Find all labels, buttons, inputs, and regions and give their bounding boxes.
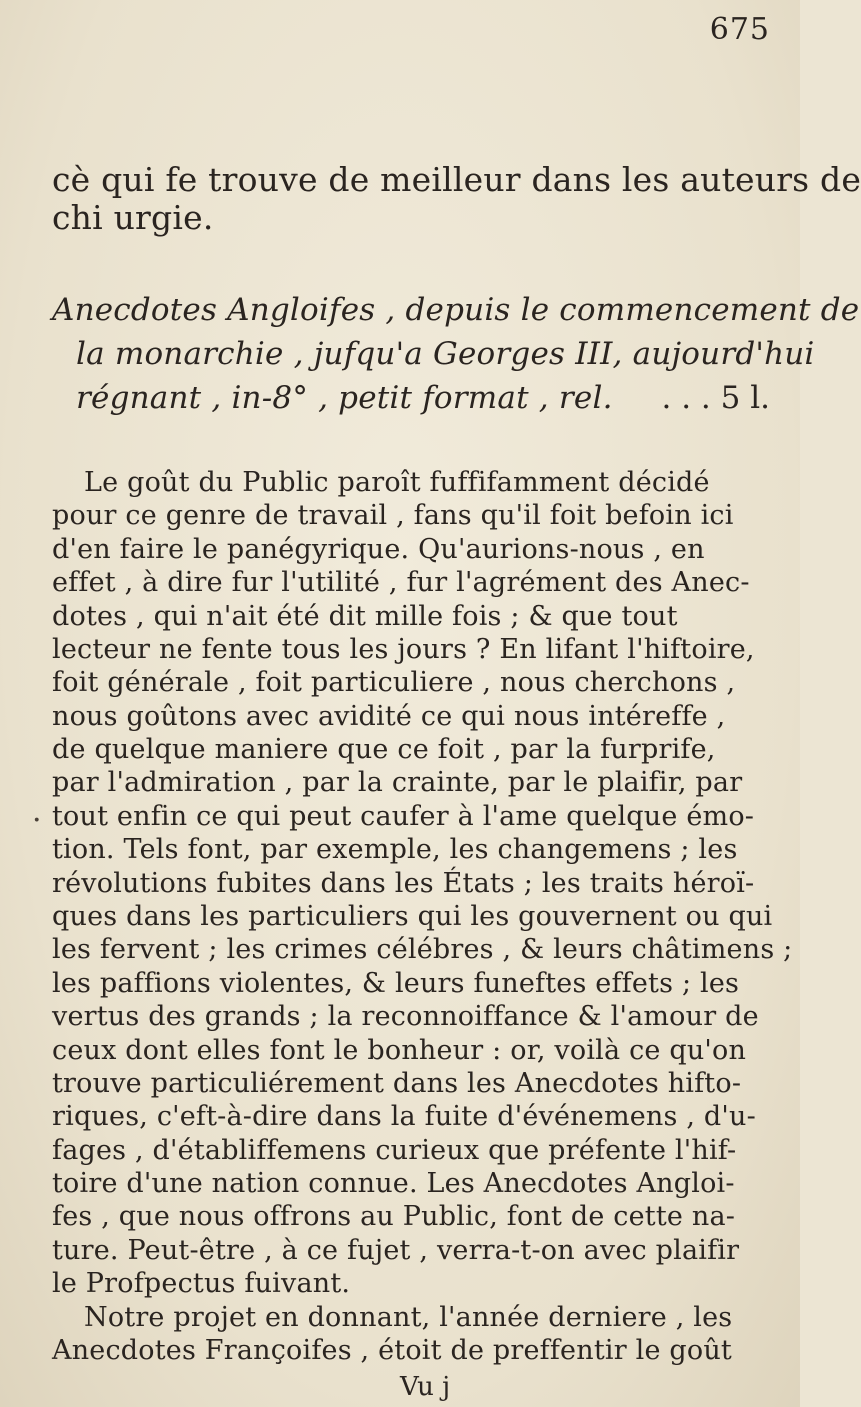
text-line: lecteur ne fente tous les jours ? En lifant l'hiftoire, xyxy=(52,633,755,665)
text-line: riques, c'eft-à-dire dans la fuite d'événemens , d'u- xyxy=(52,1101,756,1133)
text-line: Le goût du Public paroît fuffifamment décidé xyxy=(84,467,710,498)
entry-price: . . . 5 l. xyxy=(661,380,770,416)
text-line: fes , que nous offrons au Public, font de cette na- xyxy=(52,1201,736,1233)
text-line: les paffions violentes, & leurs funeftes effets ; les xyxy=(52,967,740,999)
text-line: toire d'une nation connue. Les Anecdotes Angloi- xyxy=(52,1168,735,1200)
text-line: vertus des grands ; la reconnoiffance & l'amour de xyxy=(52,1001,759,1033)
text-line: nous goûtons avec avidité ce qui nous intéreffe , xyxy=(52,700,726,732)
catchword: Vu j xyxy=(400,1372,451,1402)
text-line: fages , d'établiffemens curieux que préfente l'hif- xyxy=(52,1134,737,1166)
text-line: ques dans les particuliers qui les gouvernent ou qui xyxy=(52,901,773,932)
text-line: Notre projet en donnant, l'année derniere , les xyxy=(84,1301,733,1333)
text-line: d'en faire le panégyrique. Qu'aurions-nous , en xyxy=(52,533,705,565)
text-line: cè qui fe trouve de meilleur dans les auteurs de xyxy=(52,160,861,199)
text-line: ceux dont elles font le bonheur : or, voilà ce qu'on xyxy=(52,1034,747,1066)
entry-title-line: Anecdotes Angloifes , depuis le commencement de xyxy=(52,292,860,328)
text-line: ture. Peut-être , à ce fujet , verra-t-on avec plaifir xyxy=(52,1234,740,1266)
text-line: dotes , qui n'ait été dit mille fois ; & que tout xyxy=(52,600,678,632)
text-line: Anecdotes Françoifes , étoit de preffentir le goût xyxy=(52,1335,732,1366)
text-line: par l'admiration , par la crainte, par le plaifir, par xyxy=(52,767,743,799)
margin-mark: · xyxy=(32,802,42,838)
entry-title-line: régnant , in-8° , petit format , rel. xyxy=(76,380,613,416)
text-line: le Profpectus fuivant. xyxy=(52,1268,351,1300)
entry-title-line: la monarchie , jufqu'a Georges III, aujourd'hui xyxy=(76,336,815,372)
text-line: pour ce genre de travail , fans qu'il foit befoin ici xyxy=(52,500,734,532)
text-line: foit générale , foit particuliere , nous cherchons , xyxy=(52,667,736,699)
text-line: effet , à dire fur l'utilité , fur l'agrément des Anec- xyxy=(52,567,750,599)
text-line: tion. Tels font, par exemple, les changemens ; les xyxy=(52,834,738,866)
text-line: révolutions fubites dans les États ; les traits héroï- xyxy=(52,867,755,899)
text-line: trouve particuliérement dans les Anecdotes hifto- xyxy=(52,1067,742,1099)
text-line: de quelque maniere que ce foit , par la furprife, xyxy=(52,734,716,766)
text-line: les fervent ; les crimes célébres , & leurs châtimens ; xyxy=(52,934,793,966)
page-number: 675 xyxy=(709,12,770,47)
text-line: chi urgie. xyxy=(52,198,214,237)
text-line: tout enfin ce qui peut caufer à l'ame quelque émo- xyxy=(52,800,755,832)
